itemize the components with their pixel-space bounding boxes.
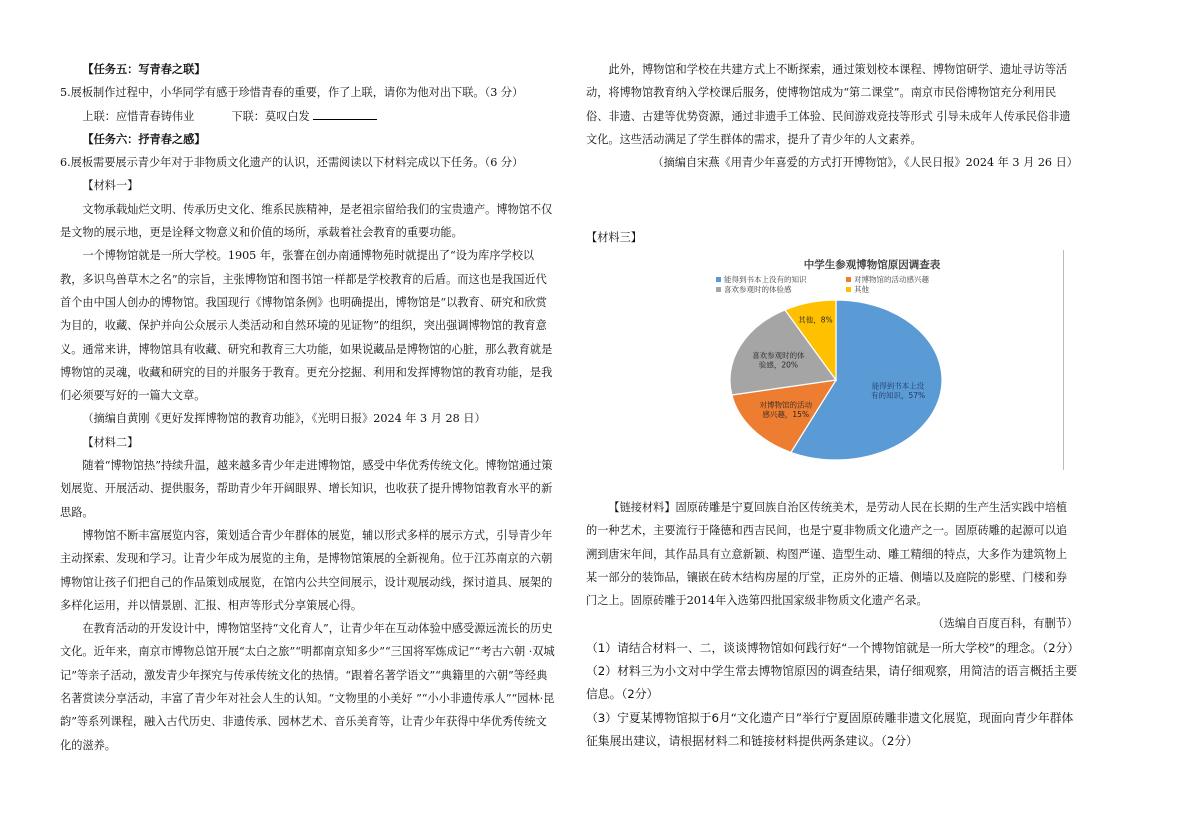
legend-label: 对博物馆的活动感兴趣 [854,275,929,284]
couplet-lower: 下联：莫叹白发 [231,109,310,123]
material-1-paragraph-1: 文物承载灿烂文明、传承历史文化、维系民族精神，是老祖宗留给我们的宝贵遗产。博物馆不仅是文物的展示地，更是诠释文物意义和价值的场所，承载着社会教育的重要功能。 [60,202,553,240]
legend-label: 其他 [854,285,869,294]
pie-chart [706,250,1063,470]
left-column [60,58,555,757]
question-6: 6.展板需要展示青少年对于非物质文化遗产的认识，还需阅读以下材料完成以下任务。（6 分） [60,156,524,170]
couplet [60,105,555,128]
link-material-source: （选编自百度百科，有删节） [932,617,1078,631]
material-1-source: （摘编自黄刚《更好发挥博物馆的教育功能》，《光明日报》2024 年 3 月 28 日） [82,412,486,426]
sub-question-1: （1）请结合材料一、二，谈谈博物馆如何践行好“一个博物馆就是一所大学校”的理念。（2分） [586,640,1080,655]
task6-title: 【任务六：抒青春之感】 [82,131,206,146]
material-3-title: 【材料三】 [586,231,642,244]
material-2-source: （摘编自宋燕《用青少年喜爱的方式打开博物馆》，《人民日报》2024 年 3 月 26 日） [652,156,1078,170]
material-2-paragraph-1: 随着“博物馆热”持续升温，越来越多青少年走进博物馆，感受中华优秀传统文化。博物馆通过策划展览、开展活动、提供服务，帮助青少年开阔眼界、增长知识，也收获了提升博物馆教育水平的新思路。 [60,459,553,519]
question-5: 5.展板制作过程中，小华同学有感于珍惜青春的重要，作了上联，请你为他对出下联。（3 分） [60,86,524,100]
material-2-paragraph-4: 此外，博物馆和学校在共建方式上不断探索，通过策划校本课程、博物馆研学、遗址寻访等活动，将博物馆教育纳入学校课后服务，使博物馆成为“第二课堂”。南京市民俗博物馆充分利用民俗、非遗、古建等优势资源，通过非遗手工体验、民间游戏竞技等形式 引导未成年人传承民俗非遗文化。这些活动满足了学生群体的需求，提升了青少年的人文素养。 [586,63,1071,146]
material-1-title: 【材料一】 [82,179,139,193]
sub-question-2: （2）材料三为小文对中学生常去博物馆原因的调查结果，请仔细观察，用简洁的语言概括主要信息。（2分） [586,664,1078,702]
task5-title: 【任务五：写青春之联】 [82,62,206,76]
link-material-title: 【链接材料】 [608,501,676,514]
slice-label: 对博物馆的活动感兴趣，15% [759,400,812,420]
slice-label: 喜欢参观时的体验感，20% [752,350,805,370]
legend-label: 喜欢参观时的体验感 [724,285,792,294]
legend-swatch [716,287,721,292]
material-2-paragraph-3: 在教育活动的开发设计中，博物馆坚持“文化育人”，让青少年在互动体验中感受源远流长的历史文化。近年来，南京市博物总馆开展“太白之旅”“明都南京知多少”“三国将军炼成记”“考古六朝 ·双城记”等亲子活动，激发青少年探究与传承传统文化的热情。“跟着名著学语文”“典籍里的六朝”等经典名著赏读分享活动，丰富了青少年对社会人生的认知。“文物里的小美好 ”“小小非遗传承人”“园林·昆韵”等系列课程，融入古代历史、非遗传承、园林艺术、音乐美育等，让青少年获得中华优秀传统文化的滋养。 [60,622,555,752]
right-column-top [586,58,1078,174]
right-column-bottom [586,496,1078,753]
material-2-title: 【材料二】 [82,435,139,449]
pie-chart-svg [706,250,1063,470]
legend-item [846,284,869,294]
legend-item [846,274,929,284]
link-material-text: 固原砖雕是宁夏回族自治区传统美术，是劳动人民在长期的生产生活实践中培植的一种艺术，主要流行于隆德和西吉民间，也是宁夏非物质文化遗产之一。固原砖雕的起源可以追溯到唐宋年间，其作品具有立意新颖、构图严谨、造型生动、雕工精细的特点，大多作为建筑物上某一部分的装饰品，镶嵌在砖木结构房屋的厅堂，正房外的正墙、侧墙以及庭院的影壁、门楼和券门之上。固原砖雕于2014年入选第四批国家级非物质文化遗产名录。 [586,501,1068,608]
legend-item [716,274,807,284]
material-1-paragraph-2: 一个博物馆就是一所大学校。1905 年，张謇在创办南通博物苑时就提出了“设为库序学校以教，多识鸟兽草木之名”的宗旨，主张博物馆和图书馆一样都是学校教育的后盾。而这也是我国近代首个由中国人创办的博物馆。我国现行《博物馆条例》也明确提出，博物馆是“以教育、研究和欣赏为目的，收藏、保护并向公众展示人类活动和自然环境的见证物”的组织，突出强调博物馆的教育意义。通常来讲，博物馆具有收藏、研究和教育三大功能，如果说藏品是博物馆的心脏，那么教育就是博物馆的灵魂，收藏和研究的目的并服务于教育。更充分挖掘、利用和发挥博物馆的教育功能，是我们必须要写好的一篇大文章。 [60,249,553,403]
chart-title: 中学生参观博物馆原因调查表 [803,259,941,271]
slice-label: 能得到书本上没有的知识，57% [870,381,926,401]
answer-blank[interactable] [313,109,377,120]
chart-frame-line [1063,250,1064,470]
couplet-upper: 上联：应惜青春铸伟业 [82,109,195,123]
chart-legend [716,274,929,294]
legend-swatch [846,277,851,282]
material-2-paragraph-2: 博物馆不断丰富展览内容，策划适合青少年群体的展览，辅以形式多样的展示方式，引导青少年主动探索、发现和学习。让青少年成为展览的主角，是博物馆策展的全新视角。位于江苏南京的六朝博物馆让孩子们把自己的作品策划成展览，在馆内公共空间展示，设计观展动线，探讨道具、展架的多样化运用，并以情景剧、汇报、相声等形式分享策展心得。 [60,528,553,612]
slice-label: 其他，8% [798,315,833,325]
legend-swatch [846,287,851,292]
link-material [586,496,1078,612]
pie-slices [730,300,942,460]
sub-question-3: （3）宁夏某博物馆拟于6月“文化遗产日”举行宁夏固原砖雕非遗文化展览，现面向青少年群体征集展出建议，请根据材料二和链接材料提供两条建议。（2分） [586,710,1074,748]
legend-label: 能得到书本上没有的知识 [724,275,807,284]
legend-swatch [716,277,721,282]
legend-item [716,284,792,294]
